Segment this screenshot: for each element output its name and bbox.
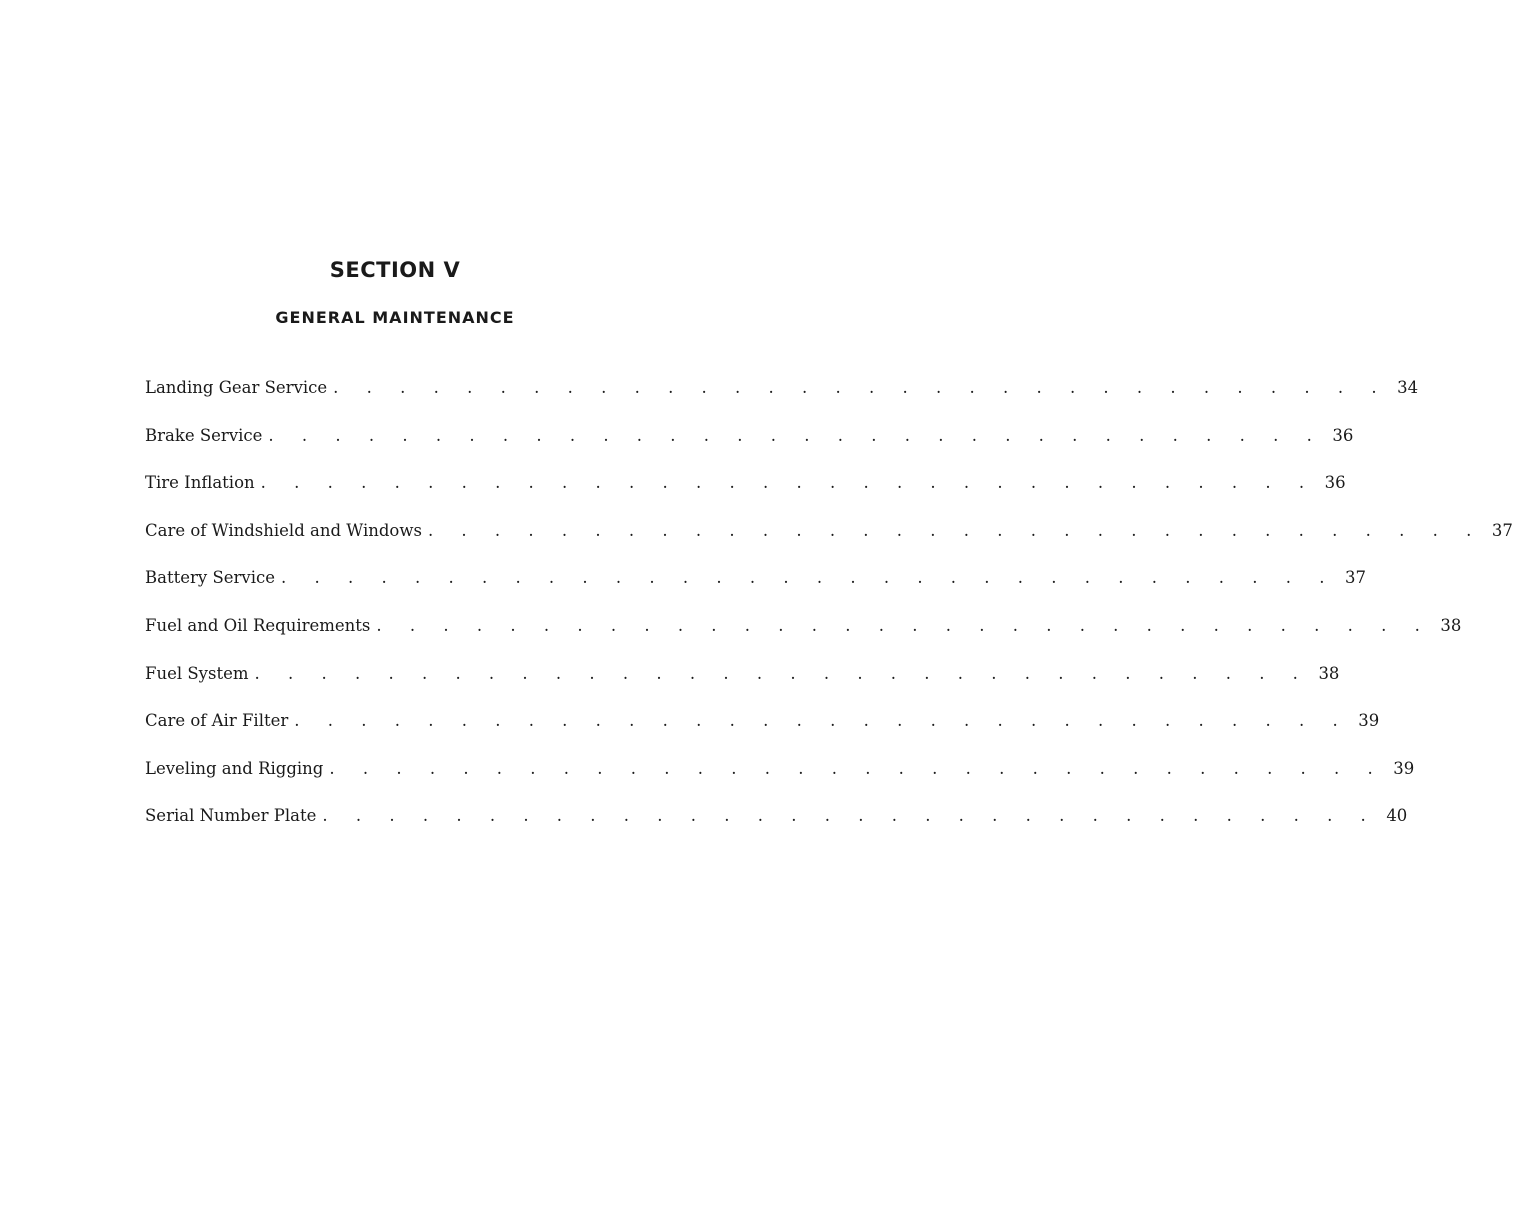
toc-entry-label: Brake Service bbox=[145, 425, 263, 445]
toc-entry-fuel-and-oil bbox=[145, 615, 1462, 664]
toc-entry-page: 40 bbox=[1386, 806, 1408, 826]
toc-entry-label: Leveling and Rigging bbox=[145, 758, 324, 778]
toc-entry-label: Fuel and Oil Requirements bbox=[145, 615, 371, 635]
toc-entry-label: Tire Inflation bbox=[145, 473, 255, 493]
dot-leader: . . . . . . . . . . . . . . . . . . . . . . . . . . . . . . . . bbox=[268, 425, 1324, 445]
toc-entry-label: Care of Air Filter bbox=[145, 711, 289, 731]
dot-leader: . . . . . . . . . . . . . . . . . . . . . . . . . . . . . . . . bbox=[294, 711, 1350, 731]
toc-entry-label: Serial Number Plate bbox=[145, 806, 317, 826]
toc-entry-page: 38 bbox=[1440, 615, 1462, 635]
dot-leader: . . . . . . . . . . . . . . . . . . . . . . . . . . . . . . . . bbox=[254, 663, 1310, 683]
dot-leader: . . . . . . . . . . . . . . . . . . . . . . . . . . . . . . . . bbox=[329, 758, 1385, 778]
toc-entry-care-of-windshield bbox=[145, 520, 1513, 569]
dot-leader: . . . . . . . . . . . . . . . . . . . . . . . . . . . . . . . . bbox=[427, 520, 1483, 540]
toc-entry-landing-gear-service bbox=[145, 378, 1419, 426]
toc-entry-label: Care of Windshield and Windows bbox=[145, 520, 422, 540]
toc-entry-fuel-system bbox=[145, 663, 1340, 712]
toc-entry-battery-service bbox=[145, 568, 1366, 616]
toc-entry-leveling-and-rigging bbox=[145, 758, 1415, 807]
toc-entry-page: 37 bbox=[1491, 520, 1513, 540]
table-of-contents bbox=[145, 378, 1513, 854]
toc-entry-label: Battery Service bbox=[145, 568, 276, 588]
toc-entry-page: 36 bbox=[1324, 473, 1346, 493]
toc-entry-tire-inflation bbox=[145, 473, 1346, 521]
toc-entry-care-of-air-filter bbox=[145, 711, 1380, 759]
toc-entry-page: 36 bbox=[1332, 425, 1354, 445]
toc-entry-label: Landing Gear Service bbox=[145, 378, 328, 397]
toc-entry-page: 38 bbox=[1318, 663, 1340, 683]
toc-entry-page: 39 bbox=[1393, 758, 1415, 778]
toc-entry-serial-number-plate bbox=[145, 806, 1408, 854]
toc-entry-page: 34 bbox=[1397, 378, 1419, 397]
section-subtitle: GENERAL MAINTENANCE bbox=[275, 308, 515, 327]
dot-leader: . . . . . . . . . . . . . . . . . . . . . . . . . . . . . . . . bbox=[376, 615, 1432, 635]
toc-entry-label: Fuel System bbox=[145, 663, 249, 683]
section-title: SECTION V bbox=[329, 258, 461, 282]
toc-entry-page: 37 bbox=[1344, 568, 1366, 588]
dot-leader: . . . . . . . . . . . . . . . . . . . . . . . . . . . . . . . . bbox=[322, 806, 1378, 826]
dot-leader: . . . . . . . . . . . . . . . . . . . . . . . . . . . . . . . . bbox=[260, 473, 1316, 493]
toc-entry-brake-service bbox=[145, 425, 1354, 474]
toc-entry-page: 39 bbox=[1358, 711, 1380, 731]
dot-leader: . . . . . . . . . . . . . . . . . . . . . . . . . . . . . . . . bbox=[333, 378, 1389, 397]
dot-leader: . . . . . . . . . . . . . . . . . . . . . . . . . . . . . . . . bbox=[281, 568, 1336, 588]
